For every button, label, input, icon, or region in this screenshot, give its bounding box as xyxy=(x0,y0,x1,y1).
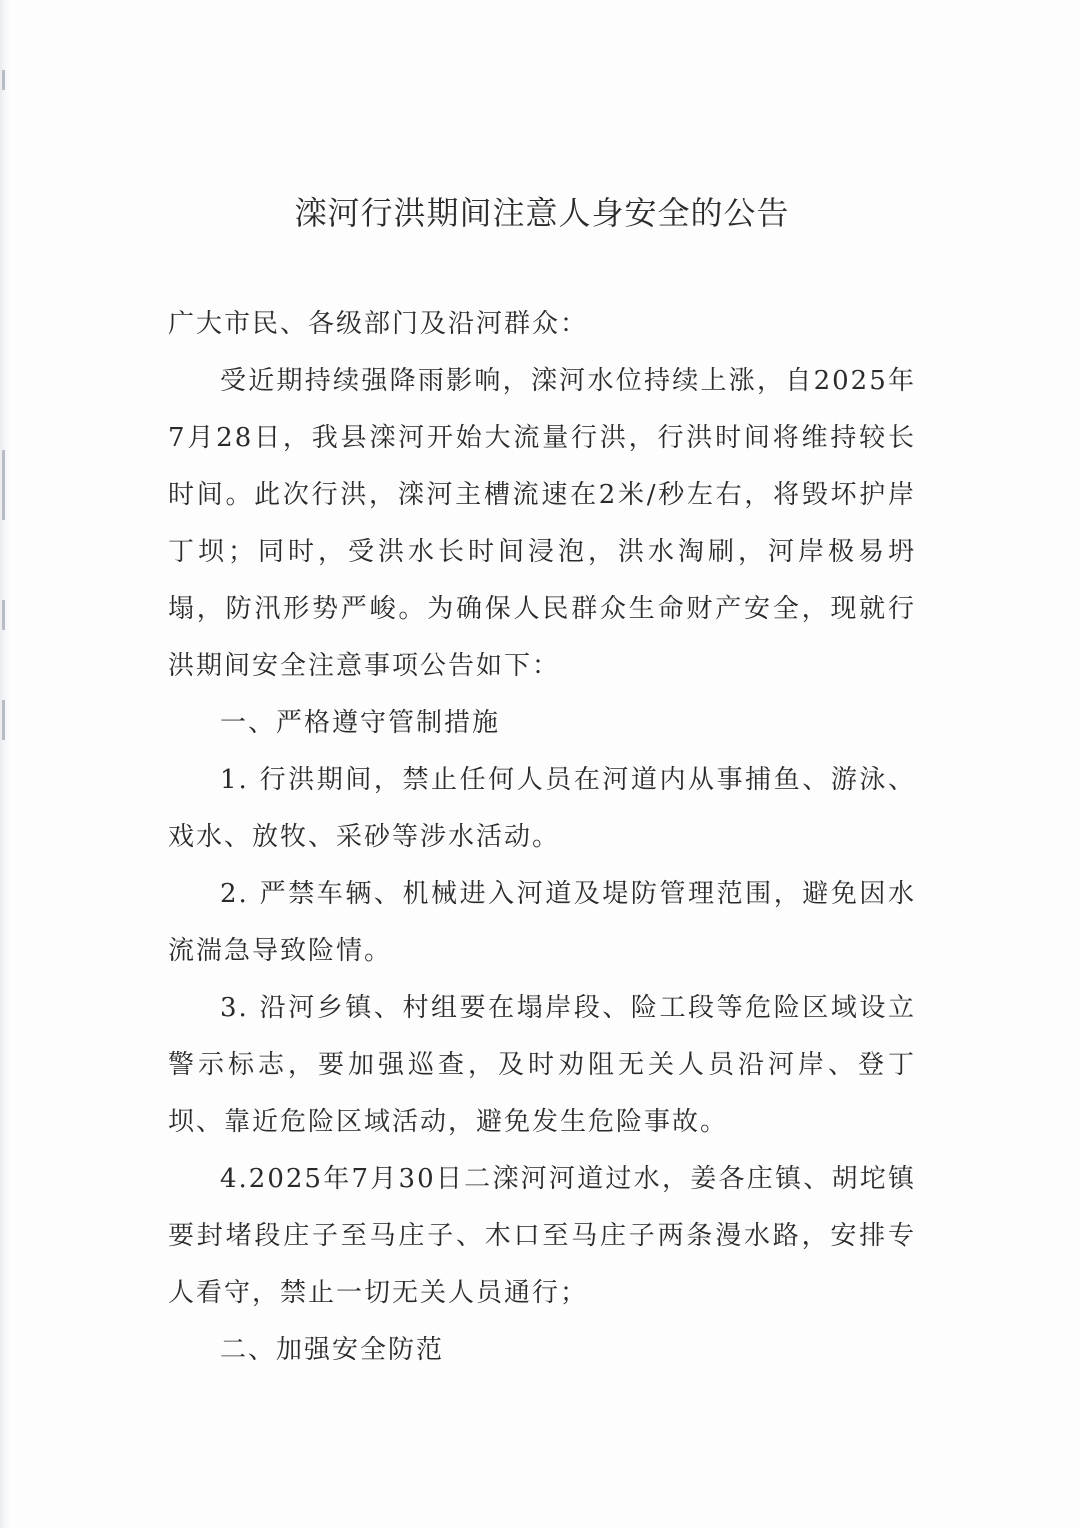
salutation: 广大市民、各级部门及沿河群众： xyxy=(168,309,589,339)
document-title: 滦河行洪期间注意人身安全的公告 xyxy=(294,194,790,232)
scan-artifact-mark xyxy=(2,70,5,90)
section-heading-2: 二、加强安全防范 xyxy=(220,1335,445,1365)
list-item-3: 3. 沿河乡镇、村组要在塌岸段、险工段等危险区域设立警示标志，要加强巡查，及时劝阻无关人员沿河岸、登丁坝、靠近危险区域活动，避免发生危险事故。 xyxy=(168,993,916,1137)
list-item-2: 2. 严禁车辆、机械进入河道及堤防管理范围，避免因水流湍急导致险情。 xyxy=(168,879,916,966)
scan-left-edge xyxy=(0,0,10,1528)
scan-artifact-mark xyxy=(2,450,5,520)
scan-artifact-mark xyxy=(2,700,5,740)
list-item-1: 1. 行洪期间，禁止任何人员在河道内从事捕鱼、游泳、戏水、放牧、采砂等涉水活动。 xyxy=(168,765,916,852)
list-item-4: 4.2025年7月30日二滦河河道过水，姜各庄镇、胡坨镇要封堵段庄子至马庄子、木口至马庄子两条漫水路，安排专人看守，禁止一切无关人员通行； xyxy=(168,1164,916,1308)
section-heading-1: 一、严格遵守管制措施 xyxy=(220,708,501,738)
document-body xyxy=(168,180,916,1379)
scan-artifact-mark xyxy=(2,600,5,630)
intro-paragraph: 受近期持续强降雨影响，滦河水位持续上涨，自2025年7月28日，我县滦河开始大流量行洪，行洪时间将维持较长时间。此次行洪，滦河主槽流速在2米/秒左右，将毁坏护岸丁坝；同时，受洪水长时间浸泡，洪水淘刷，河岸极易坍塌，防汛形势严峻。为确保人民群众生命财产安全，现就行洪期间安全注意事项公告如下： xyxy=(168,366,916,681)
